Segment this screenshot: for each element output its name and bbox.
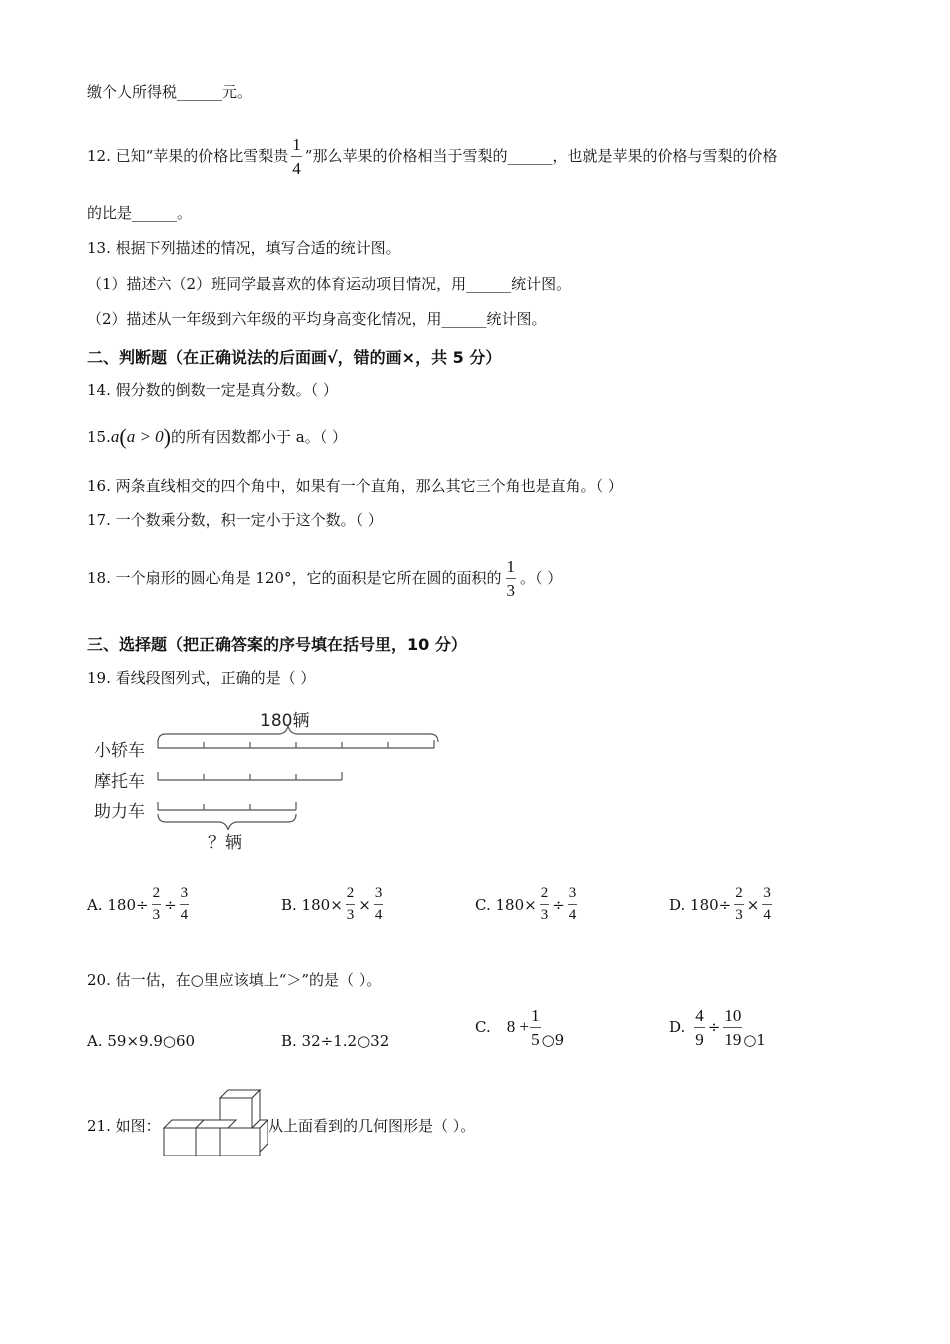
frac-numerator: 3 <box>374 885 383 901</box>
q18-frac-numerator: 1 <box>506 556 516 576</box>
frac-denominator: 3 <box>152 907 161 923</box>
question-14: 14. 假分数的倒数一定是真分数。（ ） <box>87 381 338 399</box>
cube-stack-figure <box>160 1088 268 1156</box>
option-label: C. <box>475 1018 491 1036</box>
diagram-row-label-mopeds: 助力车 <box>94 802 145 822</box>
q15-text: 的所有因数都小于 a。（ ） <box>171 428 347 446</box>
question-20-title: 20. 估一估，在○里应该填上“＞”的是（ ）。 <box>87 971 382 989</box>
operator: ÷ <box>164 895 177 914</box>
q19-option-d[interactable] <box>669 886 773 923</box>
fraction-3-4 <box>762 886 772 923</box>
frac-denominator: 3 <box>735 907 743 923</box>
q12-fraction <box>291 136 302 177</box>
q15-number: 15. <box>87 428 111 446</box>
diagram-row-label-motorcycles: 摩托车 <box>94 772 145 792</box>
frac-numerator: 1 <box>531 1005 540 1025</box>
operator: × <box>746 895 760 914</box>
q12-prefix: 12. 已知“苹果的价格比雪梨贵 <box>87 147 289 165</box>
fraction-2-3 <box>540 886 550 923</box>
frac-denominator: 4 <box>763 907 771 923</box>
question-16: 16. 两条直线相交的四个角中，如果有一个直角，那么其它三个角也是直角。（ ） <box>87 477 623 495</box>
fraction-3-4 <box>180 886 190 923</box>
q18-fraction <box>506 558 517 599</box>
cube-front-face <box>164 1128 196 1156</box>
diagram-bottom-label: ？辆 <box>208 833 242 853</box>
question-21-suffix: 从上面看到的几何图形是（ ）。 <box>268 1117 476 1135</box>
diagram-top-label: 180辆 <box>260 711 310 731</box>
q19-option-c[interactable] <box>475 886 578 923</box>
option-label: B. 180× <box>281 895 343 914</box>
q18-prefix: 18. 一个扇形的圆心角是 120°，它的面积是它所在圆的面积的 <box>87 569 502 587</box>
frac-numerator: 3 <box>180 885 189 901</box>
comparison: ○9 <box>541 1031 565 1049</box>
option-label: C. 180× <box>475 895 537 914</box>
line-segment-diagram <box>90 700 450 860</box>
q15-variable: a <box>110 427 120 446</box>
question-15 <box>87 417 347 457</box>
fraction-3-4 <box>374 886 384 923</box>
frac-numerator: 10 <box>724 1005 742 1025</box>
option-label: D. 180÷ <box>669 895 732 914</box>
frac-denominator: 4 <box>180 907 189 923</box>
frac-numerator: 2 <box>540 885 549 901</box>
frac-denominator: 3 <box>346 907 355 923</box>
expression-prefix: 8 + <box>506 1017 530 1036</box>
section-2-title: 二、判断题（在正确说法的后面画√，错的画×，共 5 分） <box>87 348 502 367</box>
frac-numerator: 2 <box>152 885 161 901</box>
frac-denominator: 4 <box>374 907 383 923</box>
fraction-1-5 <box>530 1007 541 1048</box>
q12-suffix: ”那么苹果的价格相当于雪梨的______，也就是苹果的价格与雪梨的价格 <box>304 147 778 165</box>
q20-option-c[interactable] <box>475 1005 564 1049</box>
operator: × <box>358 895 371 914</box>
question-13-item-1: （1）描述六（2）班同学最喜欢的体育运动项目情况，用______统计图。 <box>87 275 572 293</box>
frac-denominator: 3 <box>540 907 549 923</box>
section-3-title: 三、选择题（把正确答案的序号填在括号里，10 分） <box>87 635 467 654</box>
frac-denominator: 9 <box>695 1029 704 1049</box>
question-21-prefix: 21. 如图： <box>87 1117 161 1135</box>
fraction-2-3 <box>152 886 162 923</box>
frac-numerator: 2 <box>346 885 355 901</box>
question-13-title: 13. 根据下列描述的情况，填写合适的统计图。 <box>87 239 401 257</box>
question-12 <box>87 116 777 196</box>
fraction-10-19 <box>723 1007 742 1048</box>
top-brace <box>158 726 438 742</box>
operator: ÷ <box>707 1018 721 1036</box>
q20-option-a[interactable]: A. 59×9.9○60 <box>87 1032 196 1050</box>
q20-option-b[interactable]: B. 32÷1.2○32 <box>281 1032 390 1050</box>
question-13-item-2: （2）描述从一年级到六年级的平均身高变化情况，用______统计图。 <box>87 310 547 328</box>
diagram-row-label-cars: 小轿车 <box>94 741 145 761</box>
option-label: D. <box>669 1018 686 1036</box>
fraction-2-3 <box>346 886 356 923</box>
q12-frac-numerator: 1 <box>292 134 301 154</box>
diagram-lines <box>90 700 450 860</box>
fraction-4-9 <box>694 1007 705 1048</box>
question-19-title: 19. 看线段图列式，正确的是（ ） <box>87 669 316 687</box>
frac-numerator: 3 <box>763 885 771 901</box>
option-label: A. 180÷ <box>87 895 149 914</box>
q12-frac-denominator: 4 <box>292 158 301 178</box>
cube-front-face <box>220 1128 260 1156</box>
q20-option-d[interactable] <box>669 1005 766 1049</box>
fraction-2-3 <box>734 886 744 923</box>
question-11-tail: 缴个人所得税______元。 <box>87 83 253 101</box>
bottom-brace <box>158 814 296 830</box>
q18-suffix: 。（ ） <box>520 569 563 587</box>
operator: ÷ <box>552 895 565 914</box>
comparison: ○1 <box>743 1031 766 1049</box>
frac-denominator: 5 <box>531 1029 540 1049</box>
question-12-cont: 的比是______。 <box>87 204 193 222</box>
frac-numerator: 3 <box>568 885 577 901</box>
frac-denominator: 4 <box>568 907 577 923</box>
question-18 <box>87 543 562 613</box>
frac-denominator: 19 <box>724 1029 742 1049</box>
question-17: 17. 一个数乘分数，积一定小于这个数。（ ） <box>87 511 383 529</box>
q15-right-paren: ) <box>163 424 171 449</box>
q19-option-a[interactable] <box>87 886 190 923</box>
q18-frac-denominator: 3 <box>506 580 516 600</box>
q19-option-b[interactable] <box>281 886 384 923</box>
segment-lines <box>158 740 434 810</box>
q15-left-paren: ( <box>119 424 127 449</box>
frac-numerator: 4 <box>695 1005 704 1025</box>
frac-numerator: 2 <box>735 885 743 901</box>
fraction-3-4 <box>568 886 578 923</box>
q15-condition: a > 0 <box>126 427 164 446</box>
